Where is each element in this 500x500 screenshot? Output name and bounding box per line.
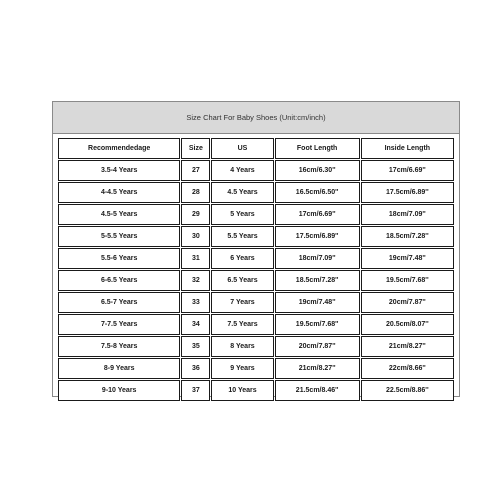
- cell-foot-length: 18cm/7.09'': [275, 248, 360, 269]
- cell-recommended-age: 7.5-8 Years: [58, 336, 180, 357]
- size-chart-title: Size Chart For Baby Shoes (Unit:cm/inch): [53, 102, 459, 134]
- cell-inside-length: 22.5cm/8.86'': [361, 380, 454, 401]
- cell-us: 8 Years: [211, 336, 273, 357]
- cell-foot-length: 16cm/6.30'': [275, 160, 360, 181]
- cell-size: 32: [181, 270, 210, 291]
- cell-size: 34: [181, 314, 210, 335]
- cell-recommended-age: 6-6.5 Years: [58, 270, 180, 291]
- cell-foot-length: 20cm/7.87'': [275, 336, 360, 357]
- column-header-recommended-age: Recommendedage: [58, 138, 180, 159]
- table-row: [58, 380, 454, 401]
- table-row: [58, 270, 454, 291]
- cell-foot-length: 16.5cm/6.50'': [275, 182, 360, 203]
- cell-us: 5 Years: [211, 204, 273, 225]
- cell-us: 4 Years: [211, 160, 273, 181]
- table-row: [58, 204, 454, 225]
- cell-recommended-age: 4.5-5 Years: [58, 204, 180, 225]
- cell-foot-length: 21cm/8.27'': [275, 358, 360, 379]
- cell-us: 5.5 Years: [211, 226, 273, 247]
- cell-inside-length: 22cm/8.66'': [361, 358, 454, 379]
- cell-size: 36: [181, 358, 210, 379]
- table-row: [58, 226, 454, 247]
- cell-inside-length: 18cm/7.09'': [361, 204, 454, 225]
- column-header-us: US: [211, 138, 273, 159]
- cell-foot-length: 19.5cm/7.68'': [275, 314, 360, 335]
- cell-recommended-age: 6.5-7 Years: [58, 292, 180, 313]
- table-row: [58, 358, 454, 379]
- size-table: [57, 137, 455, 402]
- cell-foot-length: 18.5cm/7.28'': [275, 270, 360, 291]
- cell-size: 27: [181, 160, 210, 181]
- cell-us: 4.5 Years: [211, 182, 273, 203]
- cell-recommended-age: 7-7.5 Years: [58, 314, 180, 335]
- cell-recommended-age: 5-5.5 Years: [58, 226, 180, 247]
- cell-us: 7 Years: [211, 292, 273, 313]
- cell-inside-length: 21cm/8.27'': [361, 336, 454, 357]
- cell-inside-length: 18.5cm/7.28'': [361, 226, 454, 247]
- table-row: [58, 336, 454, 357]
- cell-foot-length: 17cm/6.69'': [275, 204, 360, 225]
- cell-size: 28: [181, 182, 210, 203]
- table-row: [58, 182, 454, 203]
- cell-inside-length: 20.5cm/8.07'': [361, 314, 454, 335]
- cell-size: 35: [181, 336, 210, 357]
- cell-inside-length: 17.5cm/6.89'': [361, 182, 454, 203]
- table-row: [58, 248, 454, 269]
- column-header-inside-length: Inside Length: [361, 138, 454, 159]
- cell-us: 6.5 Years: [211, 270, 273, 291]
- cell-size: 31: [181, 248, 210, 269]
- cell-us: 10 Years: [211, 380, 273, 401]
- cell-recommended-age: 8-9 Years: [58, 358, 180, 379]
- cell-inside-length: 19cm/7.48'': [361, 248, 454, 269]
- cell-us: 7.5 Years: [211, 314, 273, 335]
- cell-size: 37: [181, 380, 210, 401]
- column-header-foot-length: Foot Length: [275, 138, 360, 159]
- cell-recommended-age: 4-4.5 Years: [58, 182, 180, 203]
- cell-us: 9 Years: [211, 358, 273, 379]
- cell-recommended-age: 9-10 Years: [58, 380, 180, 401]
- cell-us: 6 Years: [211, 248, 273, 269]
- cell-foot-length: 19cm/7.48'': [275, 292, 360, 313]
- table-row: [58, 160, 454, 181]
- table-header-row: [58, 138, 454, 159]
- cell-size: 30: [181, 226, 210, 247]
- cell-inside-length: 20cm/7.87'': [361, 292, 454, 313]
- cell-size: 33: [181, 292, 210, 313]
- cell-foot-length: 21.5cm/8.46'': [275, 380, 360, 401]
- size-chart-frame: [52, 101, 460, 397]
- table-row: [58, 314, 454, 335]
- cell-recommended-age: 3.5-4 Years: [58, 160, 180, 181]
- cell-size: 29: [181, 204, 210, 225]
- table-row: [58, 292, 454, 313]
- column-header-size: Size: [181, 138, 210, 159]
- cell-inside-length: 17cm/6.69'': [361, 160, 454, 181]
- cell-recommended-age: 5.5-6 Years: [58, 248, 180, 269]
- cell-foot-length: 17.5cm/6.89'': [275, 226, 360, 247]
- cell-inside-length: 19.5cm/7.68'': [361, 270, 454, 291]
